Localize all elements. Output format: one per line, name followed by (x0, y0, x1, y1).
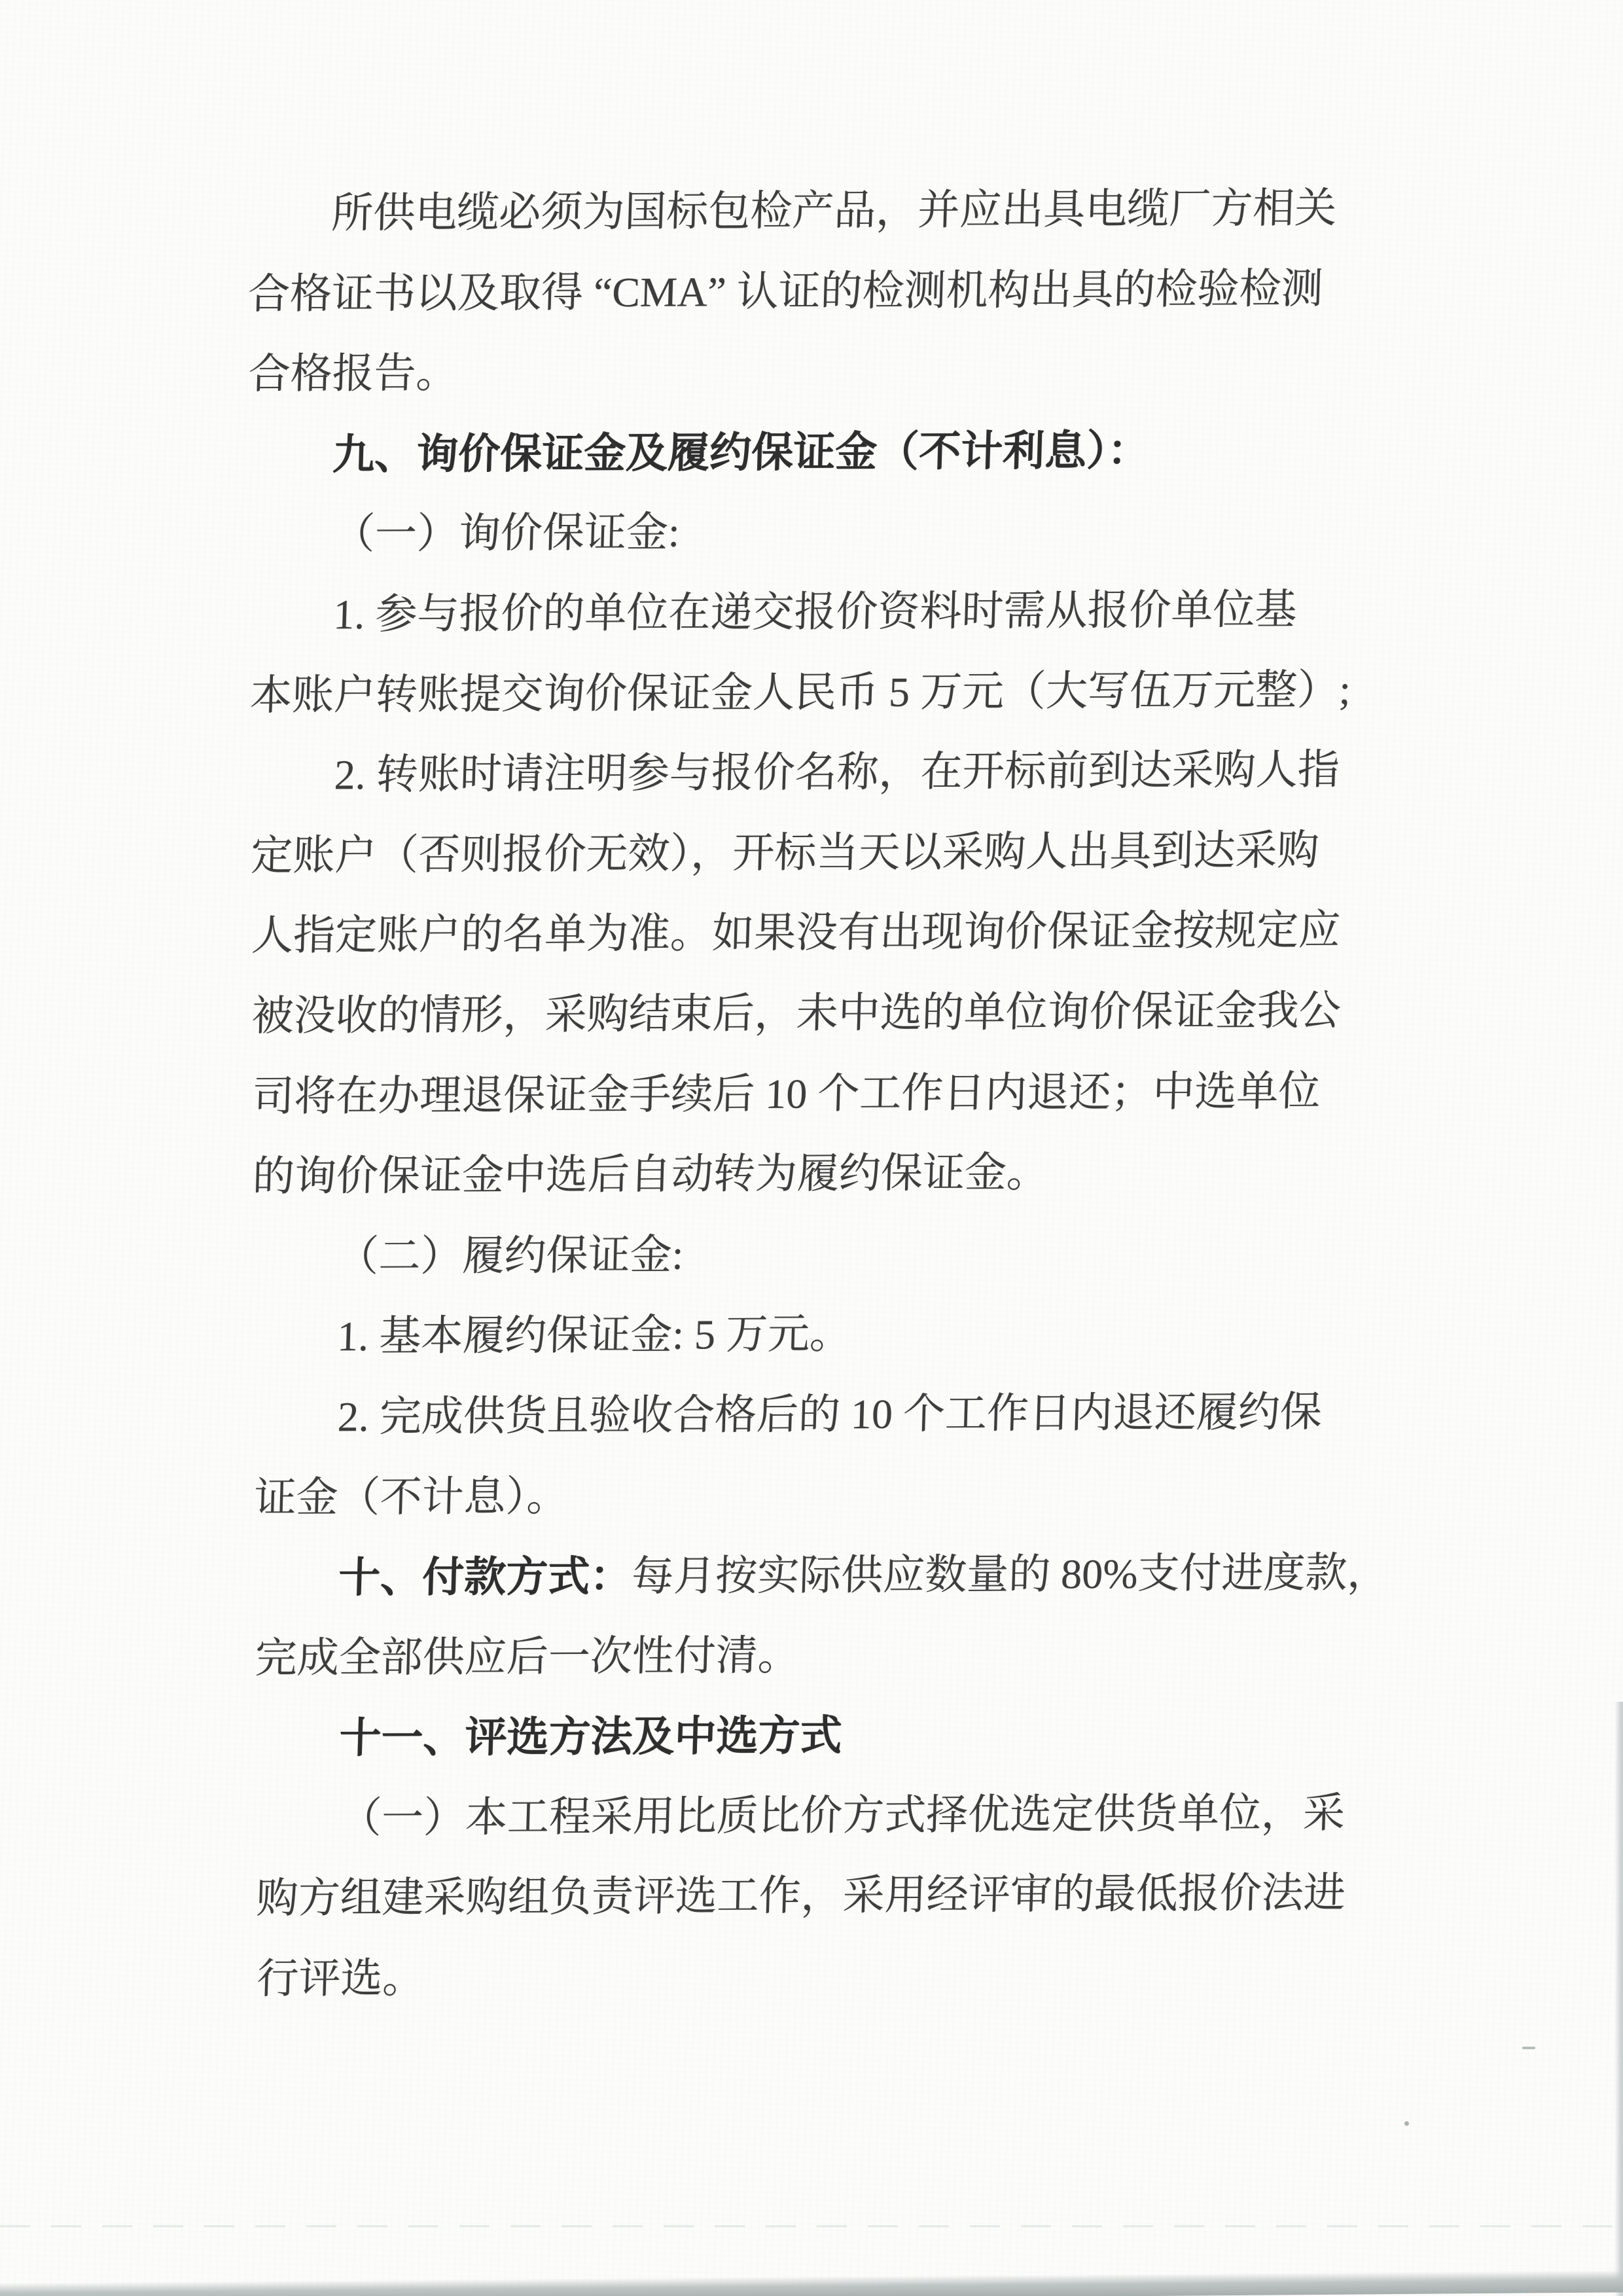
text-segment: 证金（不计息）。 (253, 1472, 569, 1521)
text-line (253, 1532, 1408, 1619)
text-segment: （一）询价保证金: (332, 509, 681, 558)
text-segment: 购方组建采购组负责评选工作，采用经评审的最低报价法进 (255, 1869, 1346, 1922)
page-right-edge (1614, 1702, 1623, 2296)
scan-dashed-line (0, 2225, 1623, 2227)
text-segment: （一）本工程采用比质比价方式择优选定供货单位，采 (339, 1789, 1346, 1842)
text-segment: 司将在办理退保证金手续后 10 个工作日内退还；中选单位 (251, 1067, 1321, 1120)
text-segment: 人指定账户的名单为准。如果没有出现询价保证金按规定应 (251, 906, 1342, 960)
text-segment: 合格报告。 (247, 350, 459, 398)
text-segment: 每月按实际供应数量的 80%支付进度款， (631, 1549, 1390, 1600)
text-segment: 2. 完成供货且验收合格后的 10 个工作日内退还履约保 (336, 1388, 1323, 1441)
text-line (249, 569, 1403, 656)
text-line (248, 489, 1402, 575)
text-segment: 完成全部供应后一次性付清。 (254, 1632, 800, 1681)
heading-segment: 九、询价保证金及履约保证金（不计利息）： (332, 426, 1150, 478)
text-lines (247, 168, 1409, 2020)
text-segment: 2. 转账时请注明参与报价名称，在开标前到达采购人指 (333, 746, 1340, 798)
text-line (250, 890, 1404, 977)
text-line (249, 649, 1403, 736)
text-segment: 行评选。 (256, 1954, 425, 2003)
text-line (252, 1291, 1406, 1378)
text-line (251, 1050, 1406, 1137)
text-segment: 1. 参与报价的单位在递交报价资料时需从报价单位基 (332, 586, 1298, 638)
text-segment: 的询价保证金中选后自动转为履约保证金。 (251, 1149, 1050, 1200)
text-line (247, 248, 1401, 334)
text-line (252, 1211, 1406, 1297)
text-segment: 所供电缆必须为国标包检产品，并应出具电缆厂方相关 (330, 185, 1338, 237)
text-line (247, 409, 1402, 495)
text-segment: 合格证书以及取得 “CMA” 认证的检测机构出具的检验检测 (247, 264, 1324, 317)
text-line (247, 168, 1401, 255)
text-line (254, 1612, 1408, 1698)
text-line (250, 810, 1404, 897)
text-line (255, 1693, 1409, 1779)
text-line (256, 1933, 1410, 2020)
page-bottom-edge (0, 2270, 1623, 2296)
text-line (253, 1372, 1407, 1458)
text-segment: 1. 基本履约保证金: 5 万元。 (336, 1310, 853, 1360)
text-line (249, 730, 1404, 816)
text-line (253, 1452, 1408, 1538)
text-line (255, 1773, 1409, 1859)
text-line (255, 1853, 1410, 1939)
scan-speck-dot (1404, 2121, 1409, 2126)
text-segment: 定账户（否则报价无效），开标当天以采购人出具到达采购 (250, 827, 1320, 879)
text-line (247, 329, 1402, 415)
text-segment: 被没收的情形，采购结束后，未中选的单位询价保证金我公 (251, 987, 1342, 1039)
scan-speck-dash (1522, 2047, 1535, 2049)
text-line (251, 971, 1405, 1057)
text-line (251, 1131, 1406, 1217)
text-segment: （二）履约保证金: (336, 1231, 685, 1280)
heading-segment: 十一、评选方法及中选方式 (338, 1712, 843, 1762)
text-segment: 本账户转账提交询价保证金人民币 5 万元（大写伍万元整）; (249, 666, 1352, 719)
heading-segment: 十、付款方式： (338, 1552, 633, 1602)
